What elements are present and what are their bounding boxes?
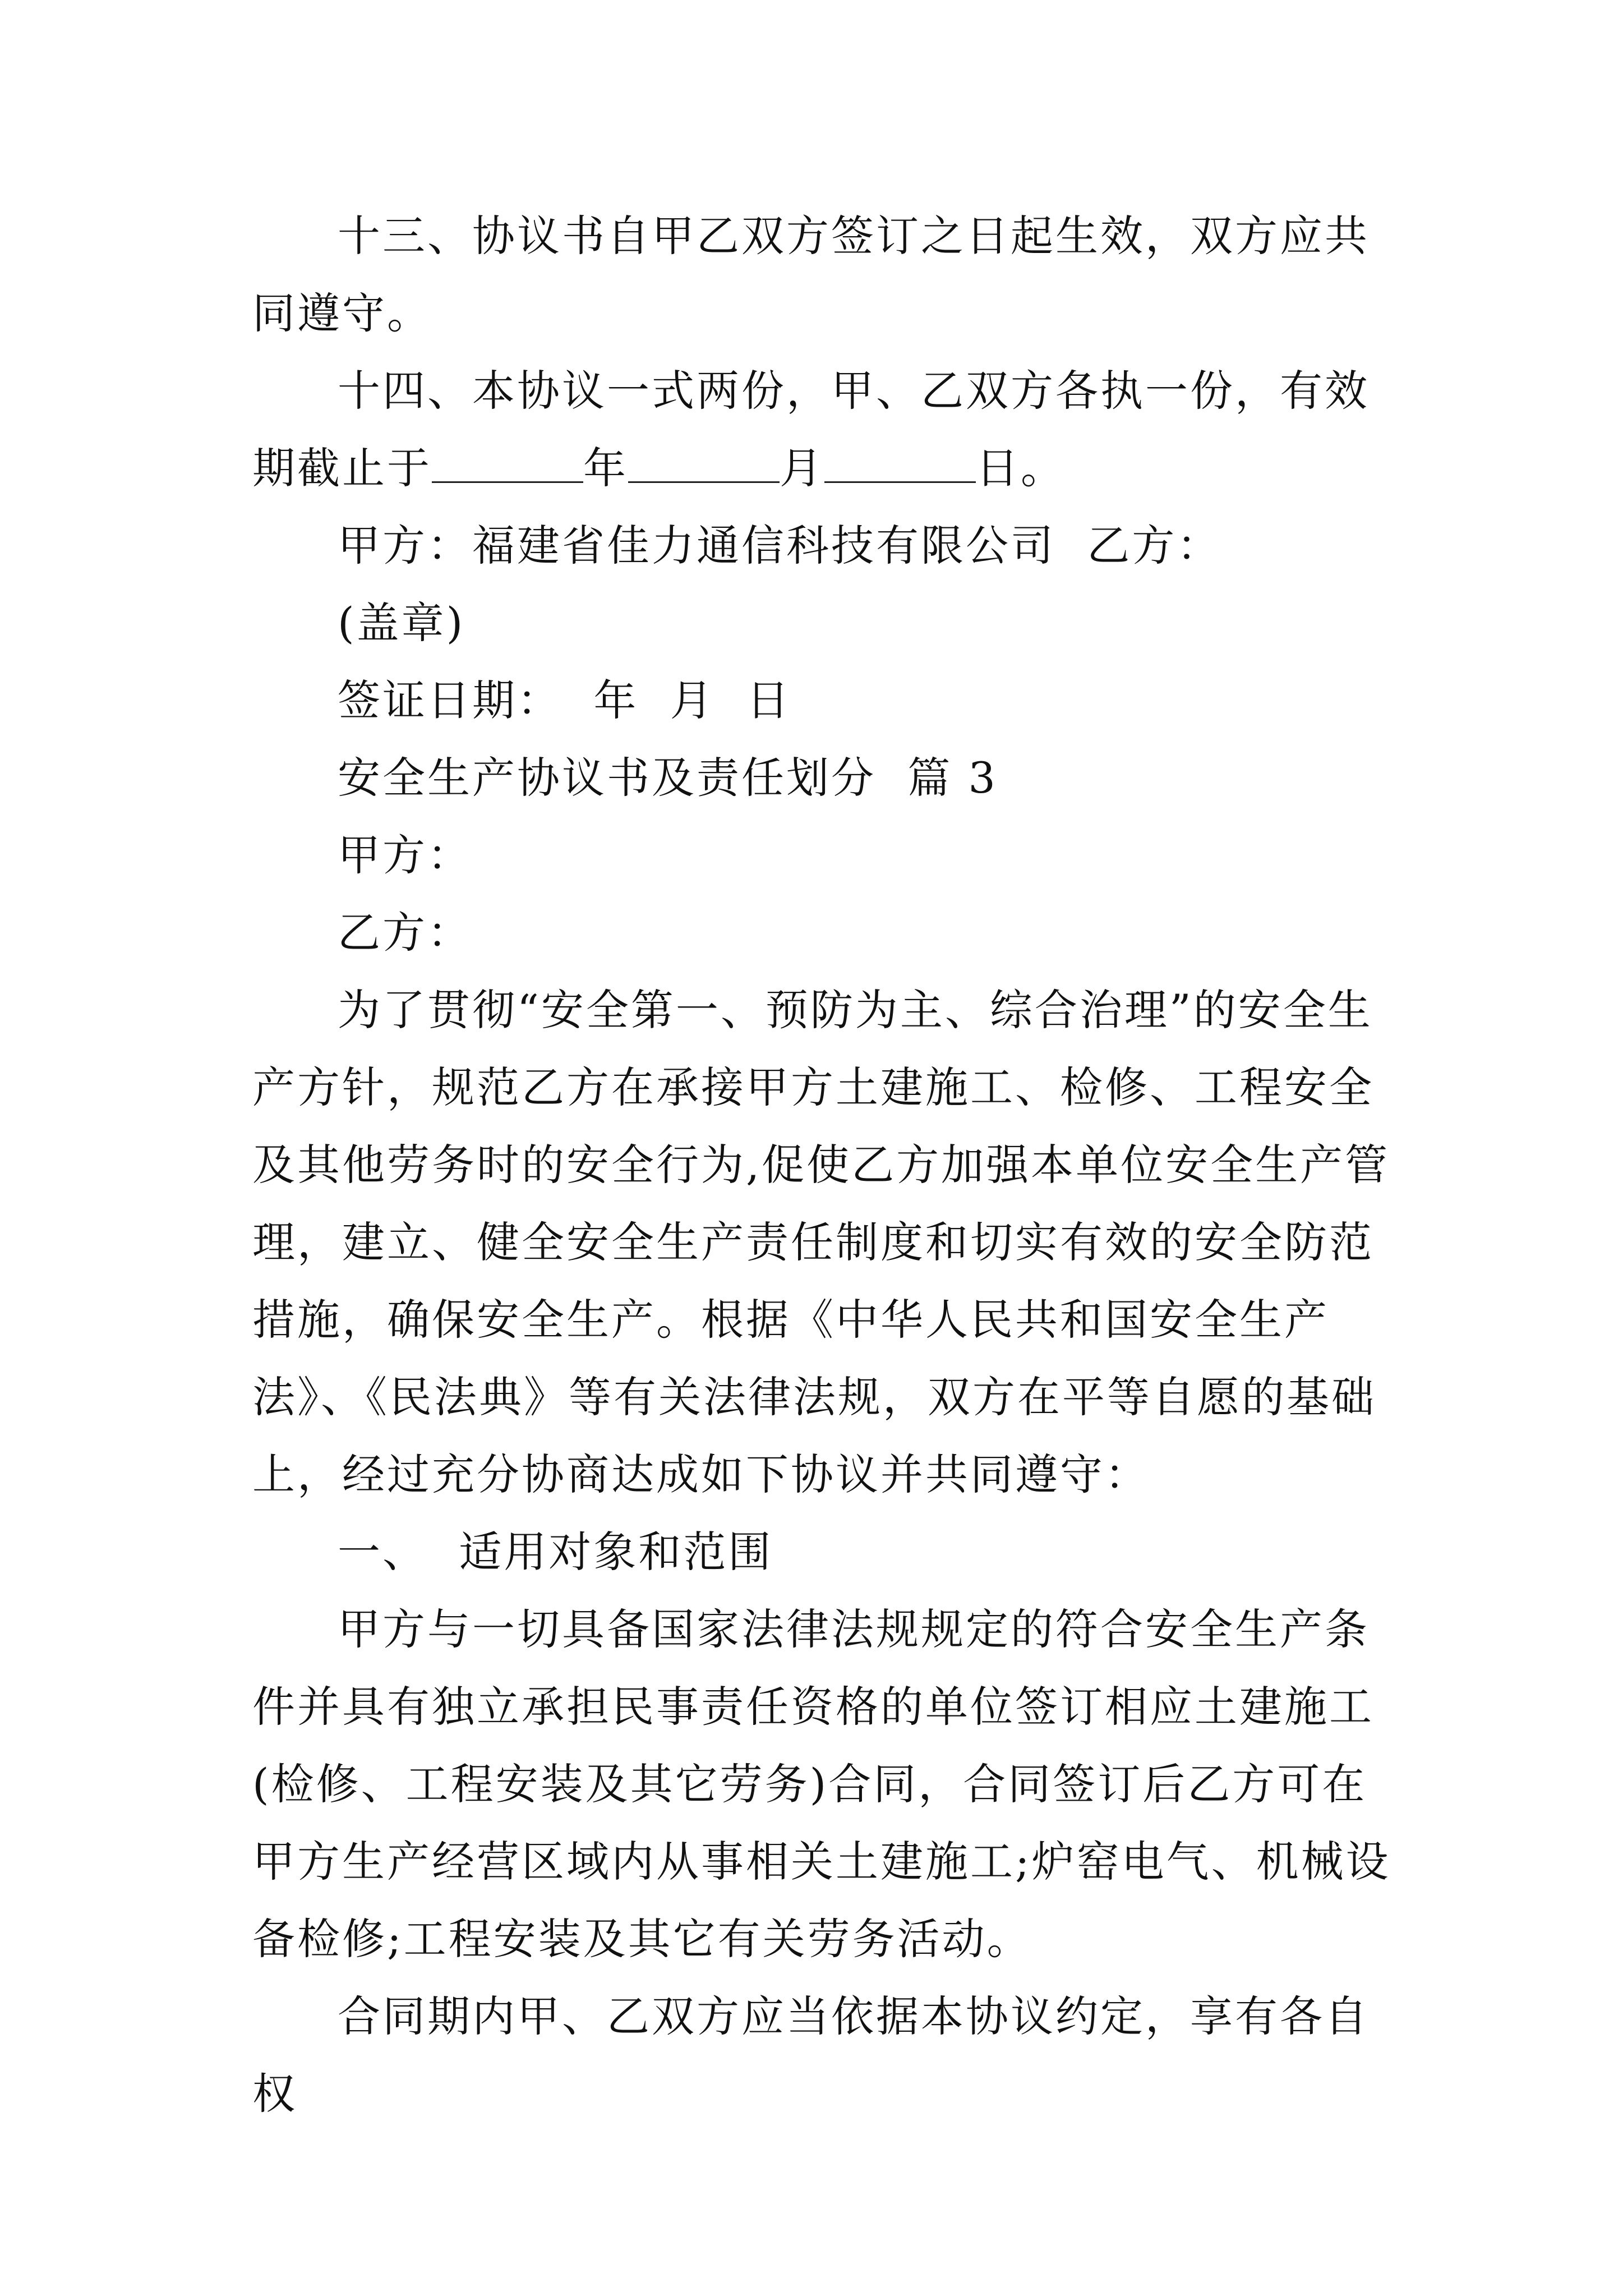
preamble-paragraph: 为了贯彻“安全第一、预防为主、综合治理”的安全生产方针，规范乙方在承接甲方土建施工、检修、工程安全及其他劳务时的安全行为,促使乙方加强本单位安全生产管理，建立、健全安全生产责任制度和切实有效的安全防范措施，确保安全生产。根据《中华人民共和国安全生产法》、《民法典》等有关法律法规，双方在平等自愿的基础上，经过充分协商达成如下协议并共同遵守： [252, 985, 1390, 1499]
clause-14-month: 月 [780, 443, 824, 493]
document-body [252, 197, 1391, 2133]
year-blank [432, 442, 583, 483]
day-blank [824, 442, 976, 483]
month-blank [628, 442, 780, 483]
clause-14-year: 年 [583, 443, 628, 493]
party-b-label: 乙方： [338, 908, 472, 958]
scope-paragraph: 甲方与一切具备国家法律法规规定的符合安全生产条件并具有独立承担民事责任资格的单位签订相应土建施工(检修、工程安装及其它劳务)合同，合同签订后乙方可在甲方生产经营区域内从事相关土建施工;炉窑电气、机械设备检修;工程安装及其它有关劳务活动。 [252, 1604, 1391, 1964]
clause-13: 十三、协议书自甲乙双方签订之日起生效，双方应共同遵守。 [252, 211, 1370, 338]
sign-date: 签证日期： 年 月 日 [338, 675, 791, 725]
party-signature-line: 甲方：福建省佳力通信科技有限公司 乙方： [338, 521, 1222, 570]
clause-14-text: 十四、本协议一式两份，甲、乙双方各执一份，有效期截止于 [252, 366, 1370, 493]
seal-label: (盖章) [338, 598, 465, 648]
clause-14 [252, 352, 1391, 507]
clause-14-day: 日。 [976, 443, 1066, 493]
heading-scope: 一、 适用对象和范围 [338, 1527, 773, 1577]
last-paragraph: 合同期内甲、乙双方应当依据本协议约定，享有各自权 [252, 1991, 1370, 2119]
party-a-label: 甲方： [338, 830, 472, 880]
section-title: 安全生产协议书及责任划分 篇 3 [338, 753, 998, 803]
